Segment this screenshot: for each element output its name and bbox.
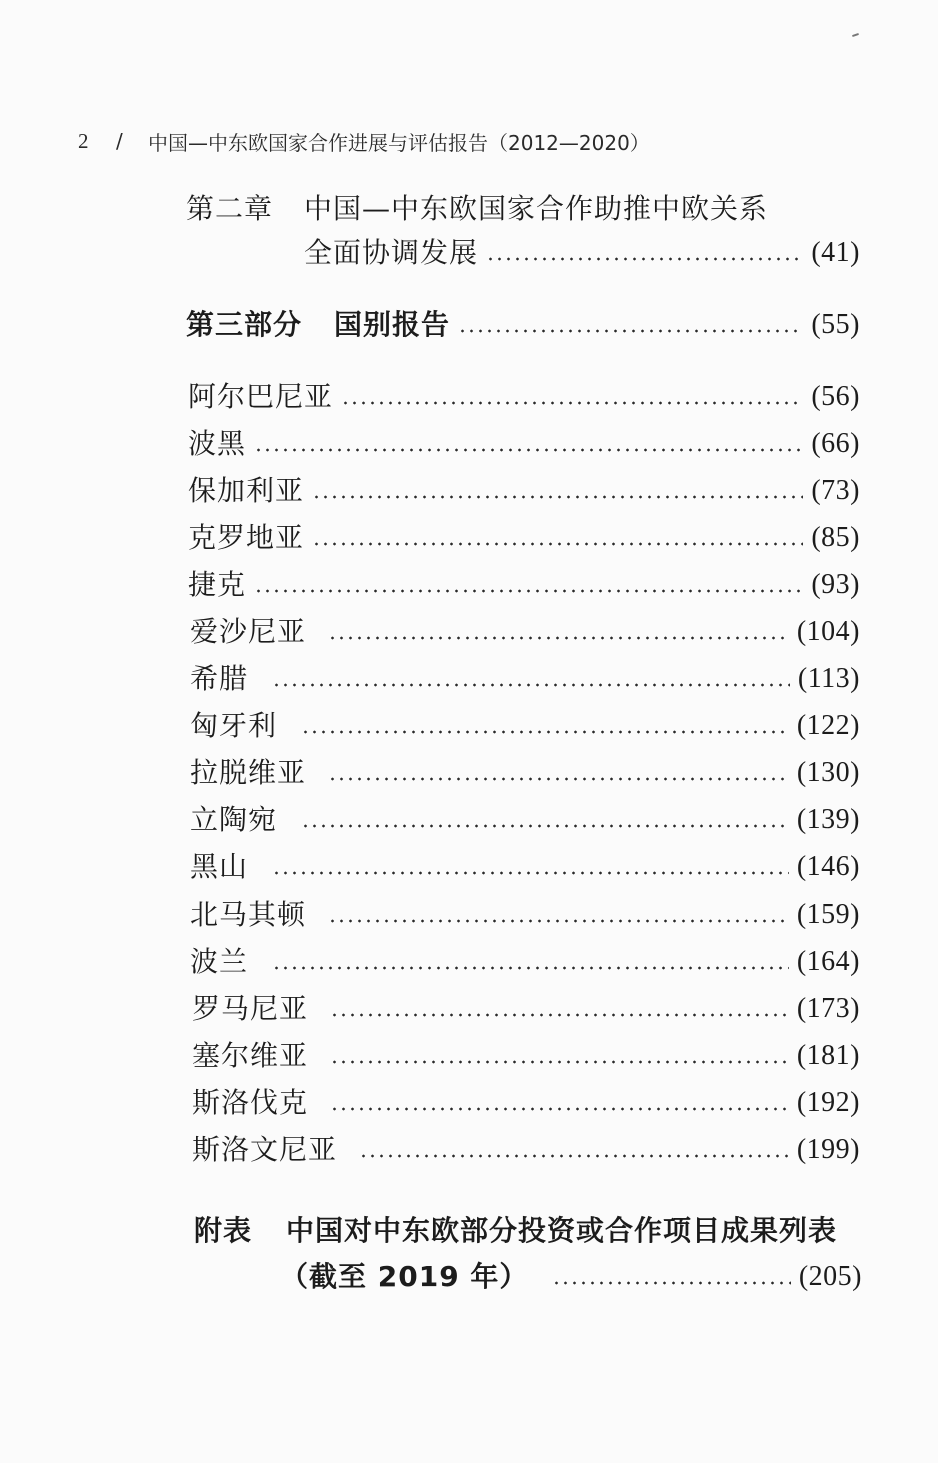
dot-leader	[254, 589, 803, 593]
toc-chapter-2-line2[interactable]	[304, 234, 860, 272]
page-number: 2	[78, 128, 89, 153]
dot-leader	[341, 401, 803, 405]
country-name: 斯洛文尼亚	[192, 1133, 338, 1166]
country-name: 波兰	[190, 945, 249, 978]
dot-leader	[486, 257, 803, 261]
page-ref: (55)	[811, 309, 860, 340]
toc-entry[interactable]	[188, 566, 860, 604]
toc-entry[interactable]	[190, 943, 860, 981]
header-separator: /	[116, 129, 123, 153]
toc-entry[interactable]	[190, 801, 860, 839]
dot-leader	[301, 730, 789, 734]
dot-leader	[312, 495, 803, 499]
toc-entry[interactable]	[190, 754, 860, 792]
dot-leader	[328, 919, 789, 923]
toc-chapter-2-heading[interactable]	[186, 190, 768, 228]
page-ref: (85)	[811, 522, 860, 553]
dot-leader	[330, 1060, 789, 1064]
country-name: 拉脱维亚	[190, 756, 307, 789]
page-ref: (66)	[811, 428, 860, 459]
book-title: 中国—中东欧国家合作进展与评估报告（2012—2020）	[148, 130, 650, 155]
toc-entry[interactable]	[190, 848, 860, 886]
dot-leader	[272, 683, 790, 687]
country-name: 塞尔维亚	[192, 1039, 309, 1072]
dot-leader	[552, 1281, 790, 1285]
page-ref: (159)	[796, 899, 860, 930]
toc-entry[interactable]	[192, 1084, 860, 1122]
toc-entry[interactable]	[188, 378, 860, 416]
page-ref: (93)	[811, 569, 860, 600]
chapter-title-line1: 中国—中东欧国家合作助推中欧关系	[304, 192, 769, 225]
toc-entry[interactable]	[188, 425, 860, 463]
page-ref: (205)	[798, 1261, 862, 1292]
dot-leader	[359, 1154, 789, 1158]
page-ref: (173)	[796, 993, 860, 1024]
toc-entry[interactable]	[190, 660, 860, 698]
country-name: 匈牙利	[190, 709, 278, 742]
toc-appendix-line2[interactable]	[280, 1258, 862, 1296]
part-title	[186, 306, 450, 344]
page-ref: (56)	[811, 381, 860, 412]
country-name: 克罗地亚	[188, 521, 305, 554]
country-name: 斯洛伐克	[192, 1086, 309, 1119]
page-ref: (122)	[796, 710, 860, 741]
toc-entry[interactable]	[192, 1037, 860, 1075]
country-name: 波黑	[188, 427, 247, 460]
dot-leader	[330, 1013, 789, 1017]
country-name: 捷克	[188, 568, 247, 601]
chapter-number: 第二章	[186, 192, 274, 225]
toc-entry[interactable]	[192, 990, 860, 1028]
dot-leader	[301, 824, 789, 828]
appendix-title	[194, 1212, 837, 1250]
appendix-title-line2: （截至 2019 年）	[280, 1260, 529, 1293]
toc-entry[interactable]	[188, 472, 860, 510]
country-name: 黑山	[190, 850, 249, 883]
page-ref: (73)	[811, 475, 860, 506]
country-name: 立陶宛	[190, 803, 278, 836]
page-ref: (181)	[796, 1040, 860, 1071]
dot-leader	[272, 871, 789, 875]
page-ref: (192)	[796, 1087, 860, 1118]
dot-leader	[328, 777, 789, 781]
dot-leader	[254, 448, 803, 452]
appendix-title-line1: 中国对中东欧部分投资或合作项目成果列表	[286, 1214, 838, 1247]
page-ref: (104)	[796, 616, 860, 647]
country-name: 北马其顿	[190, 898, 307, 931]
dot-leader	[312, 542, 803, 546]
chapter-title-line2: 全面协调发展	[304, 236, 479, 269]
dot-leader	[330, 1107, 789, 1111]
toc-appendix-heading[interactable]	[194, 1212, 864, 1250]
country-name: 爱沙尼亚	[190, 615, 307, 648]
appendix-label: 附表	[194, 1214, 253, 1247]
toc-entry[interactable]	[192, 1131, 860, 1169]
country-name: 希腊	[190, 662, 249, 695]
part-number: 第三部分	[186, 308, 303, 341]
page-ref: (164)	[796, 946, 860, 977]
page-ref: (113)	[797, 663, 860, 694]
toc-entry[interactable]	[188, 519, 860, 557]
toc-part-3[interactable]	[186, 306, 860, 344]
dot-leader	[458, 329, 803, 333]
country-name: 罗马尼亚	[192, 992, 309, 1025]
page-ref: (130)	[796, 757, 860, 788]
toc-entry[interactable]	[190, 613, 860, 651]
part-name: 国别报告	[334, 308, 451, 341]
dot-leader	[272, 966, 789, 970]
toc-entry[interactable]	[190, 707, 860, 745]
page-ref: (146)	[796, 851, 860, 882]
page-ref: (139)	[796, 804, 860, 835]
page-ref: (41)	[811, 237, 860, 268]
page-ref: (199)	[796, 1134, 860, 1165]
country-name: 保加利亚	[188, 474, 305, 507]
toc-entry[interactable]	[190, 896, 860, 934]
dot-leader	[328, 636, 789, 640]
country-name: 阿尔巴尼亚	[188, 380, 334, 413]
